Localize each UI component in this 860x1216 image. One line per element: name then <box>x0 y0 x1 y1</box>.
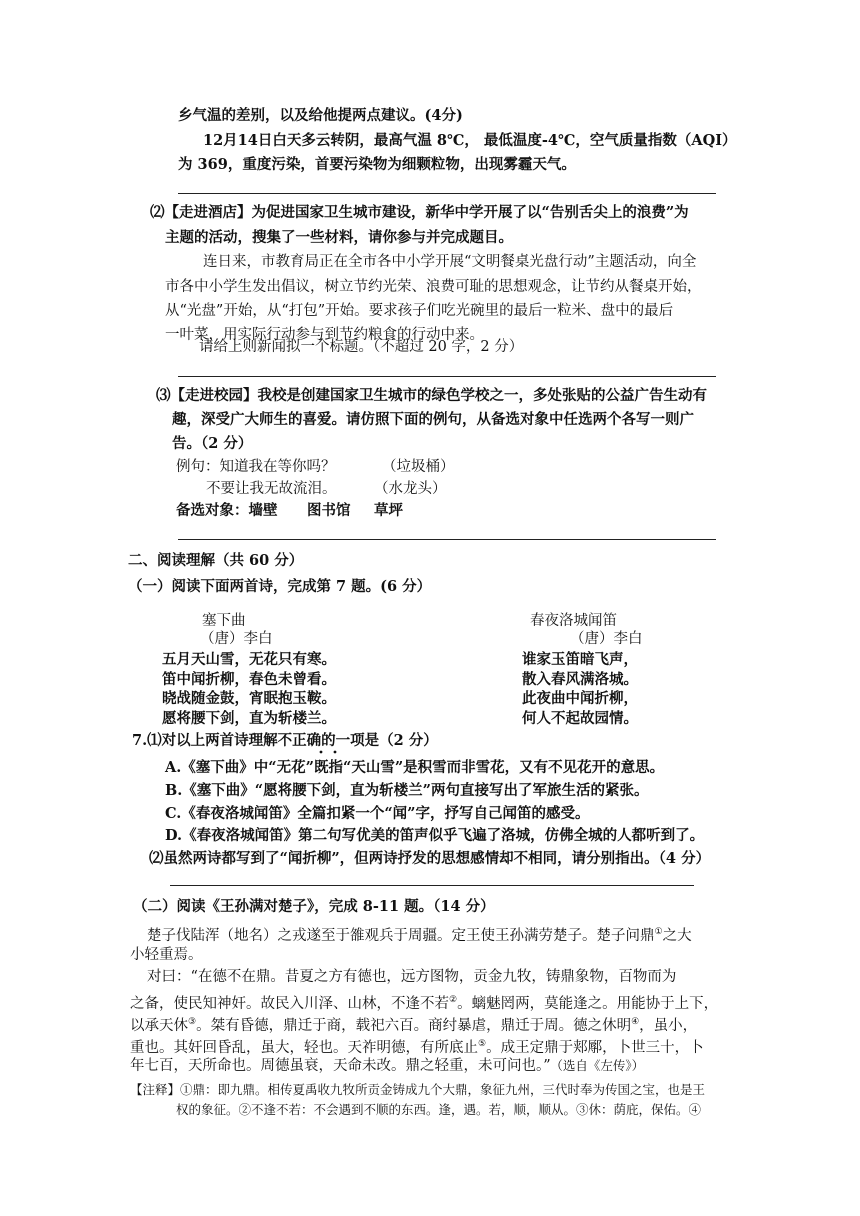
q7-option-a: A.《塞下曲》中“无花”既指“天山雪”是积雪而非雪花，又有不见花开的意思。 <box>165 759 665 776</box>
q3-option-library: 图书馆 <box>307 502 351 519</box>
poem-2-line: 散入春风满洛城。 <box>522 670 638 688</box>
q2-task: 请给上则新闻拟一个标题。（不超过 20 字，2 分） <box>199 339 524 355</box>
annotation-line-1: 【注释】①鼎：即九鼎。相传夏禹收九牧所贡金铸成九个大鼎，象征九州，三代时奉为传国之宝，也是王 <box>130 1082 706 1097</box>
q2-news-1: 连日来，市教育局正在全市各中小学开展“文明餐桌光盘行动”主题活动，向全 <box>203 254 697 270</box>
poem-2-title: 春夜洛城闻笛 <box>530 613 617 629</box>
q2-line-2: 主题的活动，搜集了一些材料，请你参与并完成题目。 <box>165 229 513 246</box>
q2-news-4: 一叶菜，用实际行动参与到节约粮食的行动中来。 <box>165 327 484 343</box>
passage-p2-line-3: 以承天休③。桀有昏德，鼎迁于商，载祀六百。商纣暴虐，鼎迁于周。德之休明④，虽小， <box>130 1017 698 1034</box>
answer-line-4[interactable] <box>170 885 694 886</box>
passage-p2-line-5: 年七百，天所命也。周德虽衰，天命未改。鼎之轻重，未可问也。” （选自《左传》） <box>130 1058 645 1074</box>
emphasis-dots <box>318 749 348 755</box>
q1-line-2: 12月14日白天多云转阴，最高气温 8℃， 最低温度-4℃，空气质量指数（AQI） <box>203 132 737 149</box>
poem-2-line: 何人不起故园情。 <box>522 709 638 727</box>
q7-option-b: B.《塞下曲》“愿将腰下剑，直为斩楼兰”两句直接写出了军旅生活的紧张。 <box>165 782 649 799</box>
passage-p1-line-2: 小轻重焉。 <box>130 947 203 963</box>
q1-line-1: 乡气温的差别，以及给他提两点建议。(4分) <box>178 107 463 124</box>
part-1-title: （一）阅读下面两首诗，完成第 7 题。(6 分） <box>128 578 432 595</box>
poem-2-author: （唐）李白 <box>570 631 643 647</box>
q3-options-label: 备选对象：墙壁 <box>176 502 278 519</box>
poem-1-line: 五月天山雪，无花只有寒。 <box>162 651 336 668</box>
passage-p1-line-1: 楚子伐陆浑（地名）之戎遂至于雒观兵于周疆。定王使王孙满劳楚子。楚子问鼎①之大 <box>147 927 692 944</box>
answer-line-3[interactable] <box>178 539 716 540</box>
section-2-title: 二、阅读理解（共 60 分） <box>128 552 304 569</box>
q2-news-3: 从“光盘”开始，从“打包”开始。要求孩子们吃光碗里的最后一粒米、盘中的最后 <box>165 303 674 319</box>
poem-1-line: 晓战随金鼓，宵眠抱玉鞍。 <box>162 690 336 707</box>
part-2-title: （二）阅读《王孙满对楚子》，完成 8-11 题。（14 分） <box>133 898 495 915</box>
passage-p2-line-1: 对曰：“在德不在鼎。昔夏之方有德也，远方图物，贡金九牧，铸鼎象物，百物而为 <box>147 969 677 985</box>
annotation-line-2: 权的象征。②不逢不若：不会遇到不顺的东西。逢，遇。若，顺，顺从。③休：荫庇，保佑。④ <box>176 1102 702 1117</box>
poem-1-line: 笛中闻折柳，春色未曾看。 <box>162 670 336 688</box>
answer-line-1[interactable] <box>178 193 716 194</box>
q3-example-1-object: （垃圾桶） <box>382 459 455 475</box>
q7-sub-question-2: ⑵虽然两诗都写到了“闻折柳”，但两诗抒发的思想感情却不相同，请分别指出。（4 分） <box>149 850 711 867</box>
q3-example-1: 例句：知道我在等你吗？ <box>176 459 336 475</box>
q1-line-3: 为 369，重度污染，首要污染物为细颗粒物，出现雾霾天气。 <box>178 156 576 173</box>
q7-stem: 7.⑴对以上两首诗理解不正确的一项是（2 分） <box>132 732 438 749</box>
q3-example-2: 不要让我无故流泪。 <box>206 481 337 497</box>
q7-option-d: D.《春夜洛城闻笛》第二句写优美的笛声似乎飞遍了洛城，仿佛全城的人都听到了。 <box>165 827 705 844</box>
poem-2-line: 谁家玉笛暗飞声， <box>522 651 638 668</box>
passage-p2-line-2: 之备，使民知神奸。故民入川泽、山林，不逢不若②。螭魅罔两，莫能逢之。用能协于上下， <box>130 995 719 1012</box>
q2-news-2: 市各中小学生发出倡议，树立节约光荣、浪费可耻的思想观念，让节约从餐桌开始， <box>165 279 702 295</box>
poem-2-line: 此夜曲中闻折柳， <box>522 690 638 707</box>
answer-line-2[interactable] <box>178 376 716 377</box>
q3-example-2-object: （水龙头） <box>374 481 447 497</box>
q3-line-2: 趣，深受广大师生的喜爱。请仿照下面的例句，从备选对象中任选两个各写一则广 <box>172 411 694 428</box>
poem-1-title: 塞下曲 <box>202 613 246 629</box>
q2-line-1: ⑵【走进酒店】为促进国家卫生城市建设，新华中学开展了以“告别舌尖上的浪费”为 <box>150 204 689 221</box>
passage-p2-line-4: 重也。其奸回昏乱，虽大，轻也。天祚明德，有所底止⑤。成王定鼎于郏鄏，卜世三十，卜 <box>130 1039 704 1056</box>
q3-option-lawn: 草坪 <box>374 502 403 519</box>
poem-1-line: 愿将腰下剑，直为斩楼兰。 <box>162 709 336 727</box>
poem-2-body <box>522 650 638 728</box>
poem-1-author: （唐）李白 <box>200 631 273 647</box>
q7-option-c: C.《春夜洛城闻笛》全篇扣紧一个“闻”字，抒写自己闻笛的感受。 <box>165 805 590 822</box>
q3-line-3: 告。（2 分） <box>172 435 253 452</box>
poem-1-body <box>162 650 336 728</box>
q3-line-1: ⑶【走进校园】我校是创建国家卫生城市的绿色学校之一，多处张贴的公益广告生动有 <box>156 387 707 404</box>
